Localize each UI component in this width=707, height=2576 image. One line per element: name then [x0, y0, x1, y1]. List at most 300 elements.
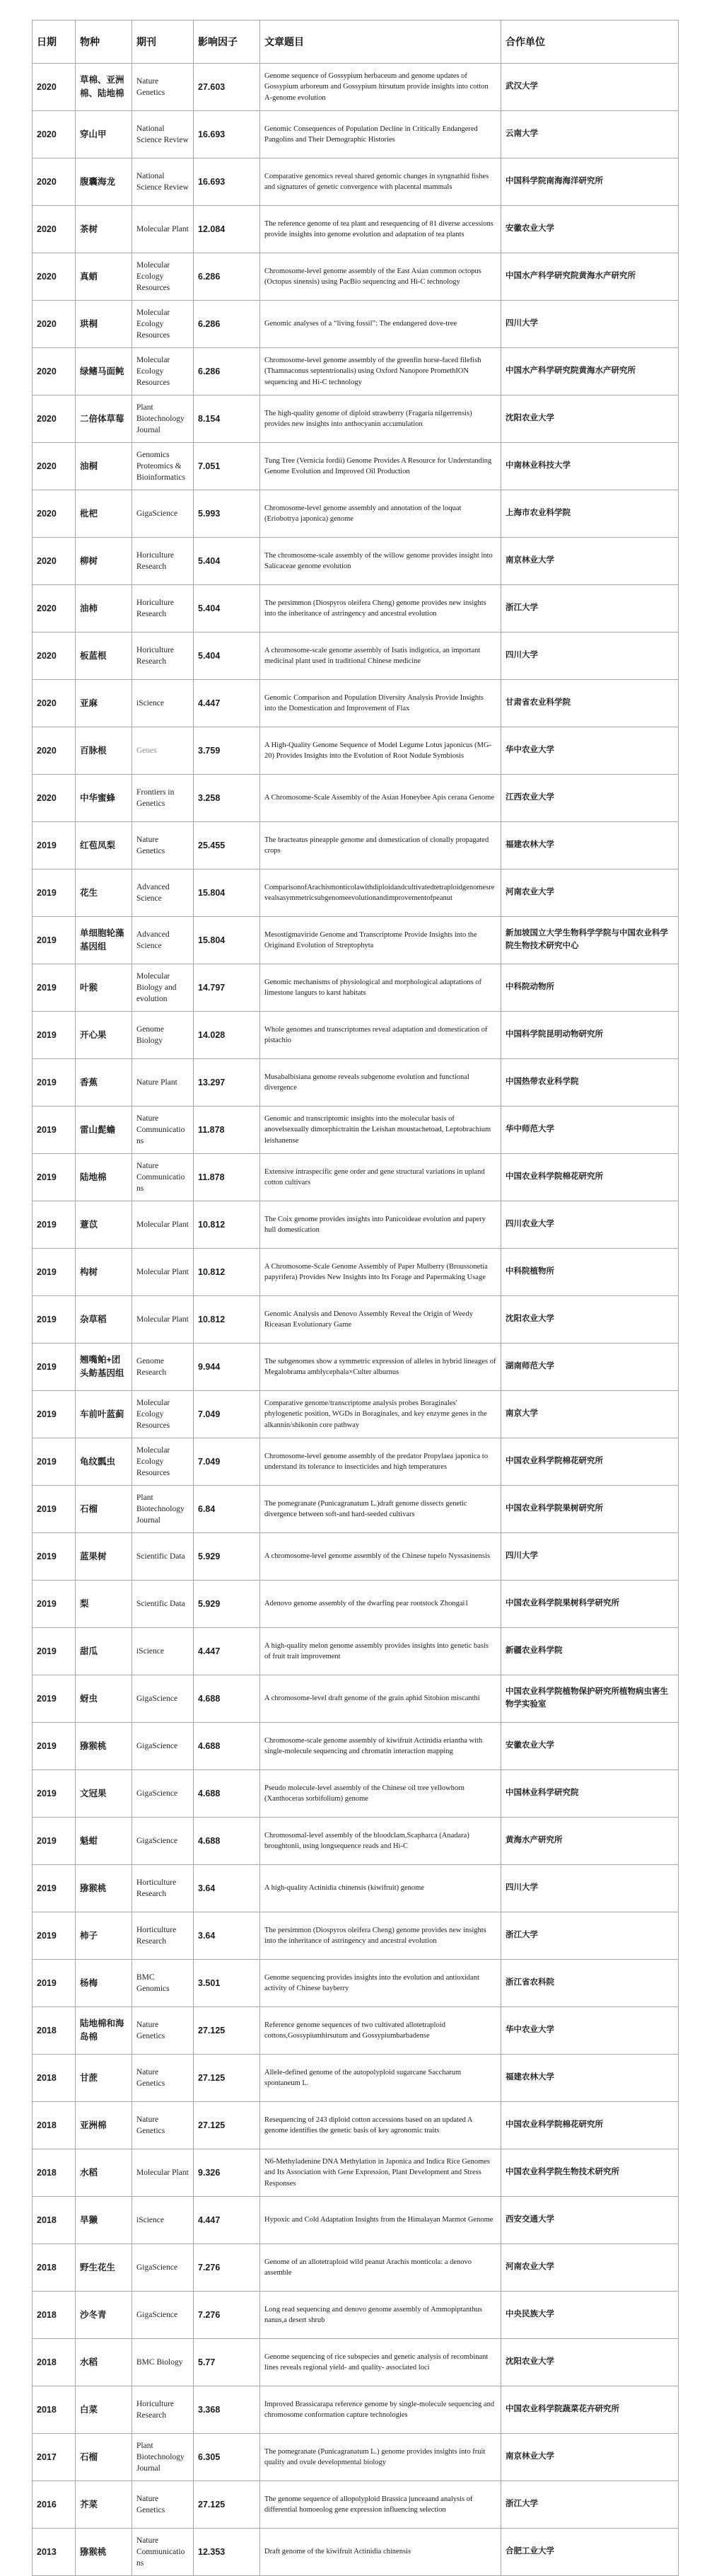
cell-title: A chromosome-level draft genome of the grain aphid Sitobion miscanthi	[260, 1675, 501, 1723]
cell-date: 2019	[33, 870, 76, 917]
cell-date: 2019	[33, 1912, 76, 1960]
cell-impact_factor: 15.804	[194, 917, 260, 964]
cell-title: A chromosome-scale genome assembly of Isatis indigotica, an important medicinal plant used in traditional Chinese medicine	[260, 633, 501, 680]
cell-date: 2020	[33, 111, 76, 158]
table-row	[33, 1012, 679, 1059]
cell-impact_factor: 27.125	[194, 2481, 260, 2529]
cell-species: 翘嘴鲌+团头鲂基因组	[76, 1344, 132, 1391]
cell-title: Genomic Comparison and Population Diversity Analysis Provide Insights into the Domestication and Improvement of Flax	[260, 680, 501, 727]
header-date: 日期	[33, 21, 76, 64]
cell-date: 2019	[33, 1723, 76, 1770]
cell-date: 2019	[33, 1344, 76, 1391]
cell-journal: Scientific Data	[132, 1581, 194, 1628]
header-row	[33, 21, 679, 64]
cell-title: Musabalbisiana genome reveals subgenome evolution and functional divergence	[260, 1059, 501, 1107]
cell-impact_factor: 14.028	[194, 1012, 260, 1059]
table-row	[33, 1770, 679, 1818]
cell-impact_factor: 12.084	[194, 206, 260, 253]
cell-journal: Molecular Ecology Resources	[132, 1391, 194, 1438]
cell-partner: 黄海水产研究所	[501, 1818, 679, 1865]
cell-impact_factor: 14.797	[194, 964, 260, 1012]
cell-date: 2019	[33, 1438, 76, 1486]
cell-impact_factor: 3.759	[194, 727, 260, 775]
cell-title: A Chromosome-Scale Genome Assembly of Paper Mulberry (Broussonetia papyrifera) Provides New Insights into Its Forage and Papermaking Usage	[260, 1249, 501, 1296]
cell-partner: 中国农业科学院棉花研究所	[501, 2102, 679, 2149]
cell-partner: 中国农业科学院果树科学研究所	[501, 1581, 679, 1628]
cell-date: 2020	[33, 633, 76, 680]
cell-title: Draft genome of the kiwifruit Actinidia chinensis	[260, 2529, 501, 2576]
table-row	[33, 1723, 679, 1770]
table-row	[33, 1107, 679, 1154]
cell-title: The high-quality genome of diploid strawberry (Fragaria nilgerrensis) provides new insights into anthocyanin accumulation	[260, 395, 501, 443]
cell-impact_factor: 10.812	[194, 1249, 260, 1296]
cell-date: 2019	[33, 1249, 76, 1296]
cell-journal: Plant Biotechnology Journal	[132, 2434, 194, 2481]
cell-species: 柳树	[76, 538, 132, 585]
cell-journal: Advanced Science	[132, 917, 194, 964]
cell-title: A High-Quality Genome Sequence of Model Legume Lotus japonicus (MG-20) Provides Insights into the Evolution of Root Nodule Symbiosis	[260, 727, 501, 775]
cell-impact_factor: 6.286	[194, 301, 260, 348]
cell-journal: GigaScience	[132, 1770, 194, 1818]
cell-title: Reference genome sequences of two cultivated allotetraploid cottons,Gossypiumhirsutum and Gossypiumbarbadense	[260, 2007, 501, 2055]
cell-impact_factor: 16.693	[194, 158, 260, 206]
cell-impact_factor: 13.297	[194, 1059, 260, 1107]
table-row	[33, 2481, 679, 2529]
cell-date: 2019	[33, 1059, 76, 1107]
cell-species: 杨梅	[76, 1960, 132, 2007]
cell-journal: Genome Research	[132, 1344, 194, 1391]
cell-species: 白菜	[76, 2386, 132, 2434]
table-row	[33, 585, 679, 633]
table-row	[33, 1960, 679, 2007]
cell-date: 2018	[33, 2197, 76, 2244]
table-row	[33, 2102, 679, 2149]
table-row	[33, 1628, 679, 1675]
cell-impact_factor: 10.812	[194, 1296, 260, 1344]
table-row	[33, 206, 679, 253]
cell-impact_factor: 7.276	[194, 2244, 260, 2292]
cell-species: 叶猴	[76, 964, 132, 1012]
cell-impact_factor: 15.804	[194, 870, 260, 917]
cell-journal: Nature Communications	[132, 1154, 194, 1201]
cell-title: Chromosome-scale genome assembly of kiwifruit Actinidia eriantha with single-molecule sequencing and chromatin interaction mapping	[260, 1723, 501, 1770]
cell-impact_factor: 27.125	[194, 2007, 260, 2055]
table-row	[33, 395, 679, 443]
cell-species: 甜瓜	[76, 1628, 132, 1675]
cell-partner: 四川大学	[501, 1533, 679, 1581]
cell-journal: Plant Biotechnology Journal	[132, 1486, 194, 1533]
cell-journal: Nature Genetics	[132, 2007, 194, 2055]
cell-journal: Nature Communications	[132, 2529, 194, 2576]
cell-date: 2020	[33, 206, 76, 253]
cell-partner: 中国农业科学院生物技术研究所	[501, 2149, 679, 2197]
cell-species: 茶树	[76, 206, 132, 253]
cell-species: 石榴	[76, 2434, 132, 2481]
cell-partner: 中国水产科学研究院黄海水产研究所	[501, 348, 679, 395]
cell-title: Genome of an allotetraploid wild peanut Arachis monticola: a denovo assemble	[260, 2244, 501, 2292]
table-header	[33, 21, 679, 64]
cell-species: 芥菜	[76, 2481, 132, 2529]
table-row	[33, 964, 679, 1012]
cell-partner: 南京林业大学	[501, 538, 679, 585]
table-row	[33, 2197, 679, 2244]
cell-impact_factor: 4.447	[194, 680, 260, 727]
header-title: 文章题目	[260, 21, 501, 64]
cell-species: 百脉根	[76, 727, 132, 775]
cell-impact_factor: 4.688	[194, 1675, 260, 1723]
cell-partner: 中国农业科学院果树研究所	[501, 1486, 679, 1533]
cell-journal: Molecular Plant	[132, 1201, 194, 1249]
cell-date: 2019	[33, 1818, 76, 1865]
cell-impact_factor: 27.125	[194, 2055, 260, 2102]
cell-journal: Scientific Data	[132, 1533, 194, 1581]
cell-partner: 西安交通大学	[501, 2197, 679, 2244]
cell-partner: 四川大学	[501, 1865, 679, 1912]
cell-partner: 上海市农业科学院	[501, 490, 679, 538]
cell-partner: 新加坡国立大学生物科学学院与中国农业科学院生物技术研究中心	[501, 917, 679, 964]
cell-journal: BMC Biology	[132, 2339, 194, 2386]
table-row	[33, 1249, 679, 1296]
cell-impact_factor: 6.305	[194, 2434, 260, 2481]
cell-title: Pseudo molecule-level assembly of the Chinese oil tree yellowhorn (Xanthoceras sorbifolium) genome	[260, 1770, 501, 1818]
cell-title: Resequencing of 243 diploid cotton accessions based on an updated A genome identifies the genetic basis of key agronomic traits	[260, 2102, 501, 2149]
cell-impact_factor: 9.944	[194, 1344, 260, 1391]
table-row	[33, 2007, 679, 2055]
table-row	[33, 301, 679, 348]
cell-partner: 浙江省农科院	[501, 1960, 679, 2007]
cell-title: The persimmon (Diospyros oleifera Cheng) genome provides new insights into the inheritance of astringency and ancestral evolution	[260, 1912, 501, 1960]
cell-species: 水稻	[76, 2149, 132, 2197]
cell-partner: 中国林业科学研究院	[501, 1770, 679, 1818]
cell-journal: Molecular Ecology Resources	[132, 301, 194, 348]
cell-date: 2018	[33, 2292, 76, 2339]
cell-impact_factor: 6.84	[194, 1486, 260, 1533]
table-row	[33, 1154, 679, 1201]
cell-species: 陆地棉和海岛棉	[76, 2007, 132, 2055]
cell-title: The Coix genome provides insights into Panicoideae evolution and papery hull domestication	[260, 1201, 501, 1249]
cell-date: 2020	[33, 253, 76, 301]
cell-journal: Horiculture Research	[132, 538, 194, 585]
table-row	[33, 64, 679, 111]
cell-species: 腹囊海龙	[76, 158, 132, 206]
cell-title: A Chromosome-Scale Assembly of the Asian Honeybee Apis cerana Genome	[260, 775, 501, 822]
cell-impact_factor: 27.125	[194, 2102, 260, 2149]
cell-species: 亚洲棉	[76, 2102, 132, 2149]
table-row	[33, 538, 679, 585]
cell-journal: Nature Genetics	[132, 64, 194, 111]
cell-journal: Nature Plant	[132, 1059, 194, 1107]
cell-impact_factor: 5.404	[194, 538, 260, 585]
cell-title: The pomegranate (Punicagranatum L.)draft genome dissects genetic divergence between soft-and hard-seeded cultivars	[260, 1486, 501, 1533]
cell-impact_factor: 10.812	[194, 1201, 260, 1249]
cell-date: 2019	[33, 917, 76, 964]
cell-partner: 中国科学院南海海洋研究所	[501, 158, 679, 206]
cell-partner: 沈阳农业大学	[501, 1296, 679, 1344]
table-row	[33, 633, 679, 680]
cell-date: 2020	[33, 348, 76, 395]
cell-title: Whole genomes and transcriptomes reveal adaptation and domestication of pistachio	[260, 1012, 501, 1059]
cell-partner: 浙江大学	[501, 585, 679, 633]
cell-species: 石榴	[76, 1486, 132, 1533]
table-row	[33, 1675, 679, 1723]
table-row	[33, 1533, 679, 1581]
cell-title: Hypoxic and Cold Adaptation Insights from the Himalayan Marmot Genome	[260, 2197, 501, 2244]
cell-title: Genomic Analysis and Denovo Assembly Reveal the Origin of Weedy Riceasan Evolutionary Game	[260, 1296, 501, 1344]
table-row	[33, 822, 679, 870]
cell-partner: 福建农林大学	[501, 2055, 679, 2102]
cell-journal: GigaScience	[132, 2292, 194, 2339]
cell-species: 中华蜜蜂	[76, 775, 132, 822]
cell-impact_factor: 5.404	[194, 633, 260, 680]
cell-journal: Nature Genetics	[132, 822, 194, 870]
cell-impact_factor: 3.64	[194, 1912, 260, 1960]
cell-title: Genomic mechanisms of physiological and morphological adaptations of limestone langurs to karst habitats	[260, 964, 501, 1012]
table-row	[33, 1438, 679, 1486]
cell-date: 2019	[33, 822, 76, 870]
cell-partner: 沈阳农业大学	[501, 395, 679, 443]
cell-impact_factor: 4.447	[194, 1628, 260, 1675]
cell-date: 2016	[33, 2481, 76, 2529]
cell-species: 穿山甲	[76, 111, 132, 158]
cell-partner: 华中农业大学	[501, 727, 679, 775]
cell-journal: Molecular Biology and evolution	[132, 964, 194, 1012]
cell-impact_factor: 7.276	[194, 2292, 260, 2339]
cell-date: 2019	[33, 1296, 76, 1344]
cell-partner: 沈阳农业大学	[501, 2339, 679, 2386]
cell-species: 杂草稻	[76, 1296, 132, 1344]
cell-species: 猕猴桃	[76, 1865, 132, 1912]
cell-title: Genome sequencing provides insights into the evolution and antioxidant activity of Chinese bayberry	[260, 1960, 501, 2007]
cell-journal: GigaScience	[132, 1675, 194, 1723]
cell-journal: Genome Biology	[132, 1012, 194, 1059]
cell-partner: 南京大学	[501, 1391, 679, 1438]
cell-title: The reference genome of tea plant and resequencing of 81 diverse accessions provide insights into genome evolution and adaptation of tea plants	[260, 206, 501, 253]
cell-title: Genome sequencing of rice subspecies and genetic analysis of recombinant lines reveals regional yield- and quality- associated loci	[260, 2339, 501, 2386]
cell-journal: Genes	[132, 727, 194, 775]
cell-title: Allele-defined genome of the autopolyploid sugarcane Saccharum spontaneum L.	[260, 2055, 501, 2102]
cell-species: 梨	[76, 1581, 132, 1628]
cell-partner: 河南农业大学	[501, 870, 679, 917]
cell-date: 2019	[33, 1201, 76, 1249]
cell-impact_factor: 16.693	[194, 111, 260, 158]
cell-species: 薏苡	[76, 1201, 132, 1249]
table-row	[33, 1344, 679, 1391]
cell-impact_factor: 5.929	[194, 1533, 260, 1581]
cell-title: Tung Tree (Vernicia fordii) Genome Provides A Resource for Understanding Genome Evolution and Improved Oil Production	[260, 443, 501, 490]
cell-date: 2020	[33, 301, 76, 348]
table-row	[33, 111, 679, 158]
cell-title: A chromosome-level genome assembly of the Chinese tupelo Nyssasinensis	[260, 1533, 501, 1581]
table-row	[33, 253, 679, 301]
table-row	[33, 443, 679, 490]
cell-journal: GigaScience	[132, 2244, 194, 2292]
cell-species: 油柿	[76, 585, 132, 633]
cell-date: 2019	[33, 1533, 76, 1581]
cell-impact_factor: 8.154	[194, 395, 260, 443]
cell-partner: 中科院动物所	[501, 964, 679, 1012]
cell-title: Genomic analyses of a “living fossil”: The endangered dove-tree	[260, 301, 501, 348]
cell-journal: iScience	[132, 2197, 194, 2244]
cell-date: 2019	[33, 1865, 76, 1912]
cell-impact_factor: 7.049	[194, 1438, 260, 1486]
cell-species: 珙桐	[76, 301, 132, 348]
table-row	[33, 1912, 679, 1960]
table-row	[33, 917, 679, 964]
cell-species: 真蛸	[76, 253, 132, 301]
cell-impact_factor: 9.326	[194, 2149, 260, 2197]
table-row	[33, 727, 679, 775]
cell-impact_factor: 3.258	[194, 775, 260, 822]
cell-title: Chromosome-level genome assembly of the greenfin horse-faced filefish (Thamnaconus septentrionalis) using Oxford Nanopore PromethION sequencing and Hi-C technology	[260, 348, 501, 395]
cell-date: 2020	[33, 64, 76, 111]
cell-species: 沙冬青	[76, 2292, 132, 2339]
cell-date: 2019	[33, 1391, 76, 1438]
cell-species: 构树	[76, 1249, 132, 1296]
cell-title: A high-quality Actinidia chinensis (kiwifruit) genome	[260, 1865, 501, 1912]
cell-title: Chromosomal-level assembly of the bloodclam,Scapharca (Anadara) broughtonii, using longsequence reads and Hi-C	[260, 1818, 501, 1865]
cell-journal: GigaScience	[132, 1818, 194, 1865]
cell-title: The genome sequence of allopolyploid Brassica junceaand analysis of differential homoeolog gene expression influencing selection	[260, 2481, 501, 2529]
cell-date: 2020	[33, 680, 76, 727]
table-row	[33, 2292, 679, 2339]
cell-journal: Molecular Ecology Resources	[132, 348, 194, 395]
cell-impact_factor: 4.688	[194, 1770, 260, 1818]
cell-journal: Molecular Plant	[132, 206, 194, 253]
cell-date: 2019	[33, 1581, 76, 1628]
table-row	[33, 1201, 679, 1249]
cell-date: 2019	[33, 1770, 76, 1818]
cell-impact_factor: 3.501	[194, 1960, 260, 2007]
cell-title: Genomic Consequences of Population Decline in Critically Endangered Pangolins and Their Demographic Histories	[260, 111, 501, 158]
cell-journal: Molecular Plant	[132, 2149, 194, 2197]
cell-species: 野生花生	[76, 2244, 132, 2292]
cell-partner: 华中农业大学	[501, 2007, 679, 2055]
cell-species: 龟纹瓢虫	[76, 1438, 132, 1486]
table-row	[33, 1059, 679, 1107]
cell-date: 2019	[33, 1154, 76, 1201]
cell-partner: 河南农业大学	[501, 2244, 679, 2292]
cell-impact_factor: 5.77	[194, 2339, 260, 2386]
cell-date: 2020	[33, 158, 76, 206]
cell-journal: National Science Review	[132, 158, 194, 206]
table-row	[33, 2339, 679, 2386]
cell-partner: 四川农业大学	[501, 1201, 679, 1249]
cell-partner: 武汉大学	[501, 64, 679, 111]
cell-title: Chromosome-level genome assembly of the predator Propylaea japonica to understand its tolerance to insecticides and high temperatures	[260, 1438, 501, 1486]
cell-journal: GigaScience	[132, 490, 194, 538]
table-row	[33, 1865, 679, 1912]
cell-partner: 中国农业科学院棉花研究所	[501, 1154, 679, 1201]
cell-journal: Plant Biotechnology Journal	[132, 395, 194, 443]
cell-species: 甘蔗	[76, 2055, 132, 2102]
cell-species: 柿子	[76, 1912, 132, 1960]
cell-partner: 合肥工业大学	[501, 2529, 679, 2576]
cell-species: 猕猴桃	[76, 1723, 132, 1770]
cell-impact_factor: 11.878	[194, 1107, 260, 1154]
cell-date: 2020	[33, 727, 76, 775]
cell-journal: GigaScience	[132, 1723, 194, 1770]
table-row	[33, 2434, 679, 2481]
cell-title: The bracteatus pineapple genome and domestication of clonally propagated crops	[260, 822, 501, 870]
cell-species: 香蕉	[76, 1059, 132, 1107]
cell-title: The persimmon (Diospyros oleifera Cheng) genome provides new insights into the inheritance of astringency and ancestral evolution	[260, 585, 501, 633]
cell-date: 2020	[33, 538, 76, 585]
cell-partner: 南京林业大学	[501, 2434, 679, 2481]
cell-title: Mesostigmaviride Genome and Transcriptome Provide Insights into the Originand Evolution of Streptophyta	[260, 917, 501, 964]
cell-date: 2018	[33, 2055, 76, 2102]
cell-date: 2018	[33, 2149, 76, 2197]
cell-date: 2018	[33, 2386, 76, 2434]
cell-species: 水稻	[76, 2339, 132, 2386]
cell-partner: 四川大学	[501, 301, 679, 348]
cell-species: 绿鳍马面鲀	[76, 348, 132, 395]
cell-journal: Horiculture Research	[132, 633, 194, 680]
cell-impact_factor: 6.286	[194, 253, 260, 301]
cell-impact_factor: 11.878	[194, 1154, 260, 1201]
cell-species: 雷山髭蟾	[76, 1107, 132, 1154]
cell-species: 蓝果树	[76, 1533, 132, 1581]
cell-partner: 华中师范大学	[501, 1107, 679, 1154]
cell-journal: Molecular Ecology Resources	[132, 1438, 194, 1486]
cell-partner: 湖南师范大学	[501, 1344, 679, 1391]
table-row	[33, 680, 679, 727]
cell-title: N6-Methyladenine DNA Methylation in Japonica and Indica Rice Genomes and Its Association with Gene Expression, Plant Development and Stress Responses	[260, 2149, 501, 2197]
cell-species: 花生	[76, 870, 132, 917]
cell-species: 猕猴桃	[76, 2529, 132, 2576]
cell-title: Long read sequencing and denovo genome assembly of Ammopiptanthus nanus,a desert shrub	[260, 2292, 501, 2339]
cell-partner: 新疆农业科学院	[501, 1628, 679, 1675]
table-row	[33, 1391, 679, 1438]
cell-journal: Horticulture Research	[132, 1912, 194, 1960]
cell-title: ComparisonofArachismonticolawithdiploidandcultivatedtetraploidgenomesrevealsasymmetricsubgenomeevolutionandimprovementofpeanut	[260, 870, 501, 917]
table-row	[33, 2529, 679, 2576]
cell-species: 油桐	[76, 443, 132, 490]
cell-date: 2017	[33, 2434, 76, 2481]
cell-journal: Horiculture Research	[132, 2386, 194, 2434]
cell-partner: 中国科学院昆明动物研究所	[501, 1012, 679, 1059]
table-row	[33, 1486, 679, 1533]
cell-species: 单细胞轮藻基因组	[76, 917, 132, 964]
cell-journal: Advanced Science	[132, 870, 194, 917]
cell-journal: National Science Review	[132, 111, 194, 158]
cell-date: 2019	[33, 1960, 76, 2007]
cell-date: 2019	[33, 1107, 76, 1154]
cell-date: 2020	[33, 585, 76, 633]
cell-impact_factor: 7.051	[194, 443, 260, 490]
cell-impact_factor: 25.455	[194, 822, 260, 870]
cell-species: 旱獭	[76, 2197, 132, 2244]
cell-species: 草棉、亚洲棉、陆地棉	[76, 64, 132, 111]
cell-journal: Nature Communications	[132, 1107, 194, 1154]
cell-journal: Molecular Plant	[132, 1296, 194, 1344]
cell-impact_factor: 6.286	[194, 348, 260, 395]
cell-species: 二倍体草莓	[76, 395, 132, 443]
cell-partner: 安徽农业大学	[501, 1723, 679, 1770]
cell-date: 2020	[33, 775, 76, 822]
cell-partner: 中国农业科学院蔬菜花卉研究所	[501, 2386, 679, 2434]
cell-impact_factor: 4.688	[194, 1818, 260, 1865]
cell-title: The subgenomes show a symmetric expression of alleles in hybrid lineages of Megalobrama amblycephala×Culter alburnus	[260, 1344, 501, 1391]
cell-title: Comparative genome/transcriptome analysis probes Boraginales' phylogenetic position, WGDs in Boraginales, and key enzyme genes in the alkannin/shikonin core pathway	[260, 1391, 501, 1438]
cell-impact_factor: 4.688	[194, 1723, 260, 1770]
cell-date: 2020	[33, 395, 76, 443]
table-row	[33, 870, 679, 917]
cell-date: 2019	[33, 1675, 76, 1723]
cell-partner: 云南大学	[501, 111, 679, 158]
cell-species: 车前叶蓝蓟	[76, 1391, 132, 1438]
publications-table	[32, 20, 679, 2576]
cell-date: 2020	[33, 443, 76, 490]
